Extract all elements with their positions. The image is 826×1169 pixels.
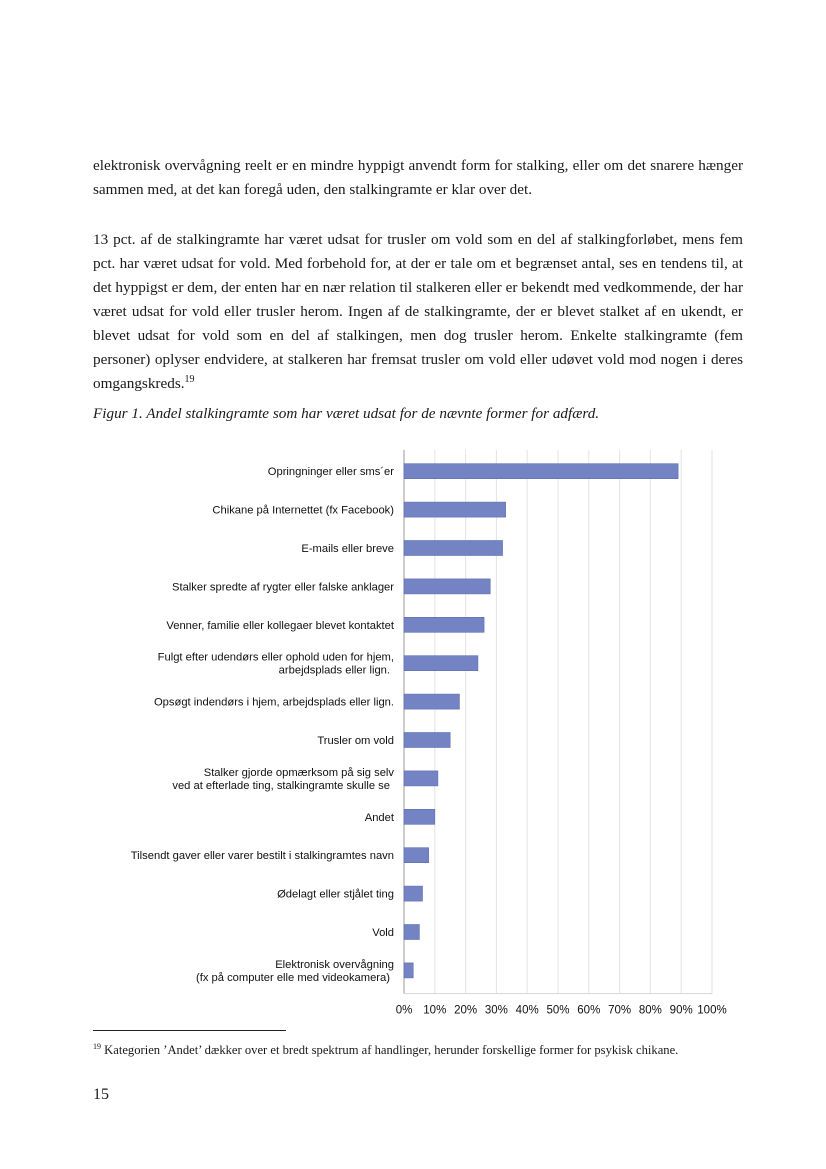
grid-layer [404,450,712,994]
category-labels [131,466,395,984]
category-label: Fulgt efter udendørs eller ophold uden for hjem, [157,651,394,664]
paragraph-2-text: 13 pct. af de stalkingramte har været udsat for trusler om vold som en del af stalkingforløbet, mens fem pct. har været udsat for vold. Med forbehold for, at der er tale om et begrænset antal, ses en tendens til, at det hyppigst er dem, der enten har en nær relation til stalkeren eller er bekendt med vedkommende, der har været udsat for vold eller trusler herom. Ingen af de stalkingramte, der er blevet stalket af en ukendt, er blevet udsat for vold som en del af stalkingen, men dog trusler herom. Enkelte stalkingramte (fem personer) oplyser endvidere, at stalkeren har fremsat trusler om vold eller udøvet vold mod nogen i deres omgangskreds. [93,231,743,392]
footnote-number: 19 [93,1042,101,1051]
x-tick-label: 90% [669,1004,693,1017]
x-tick-label: 0% [395,1004,413,1017]
category-label: (fx på computer elle med videokamera) [195,971,390,984]
bar [404,733,450,748]
bar [404,886,422,901]
bar [404,848,429,863]
bar [404,925,419,940]
category-label: Trusler om vold [317,735,394,747]
paragraph-1: elektronisk overvågning reelt er en mindre hyppigt anvendt form for stalking, eller om det snarere hænger sammen med, at det kan foregå uden, den stalkingramte er klar over det. [93,157,743,198]
category-label: Venner, familie eller kollegaer blevet kontaktet [166,619,394,632]
bar [404,464,678,479]
category-label: Opringninger eller sms´er [267,466,394,479]
bar [404,771,438,786]
category-label: Stalker gjorde opmærksom på sig selv [203,766,394,779]
category-label: Tilsendt gaver eller varer bestilt i stalkingramtes navn [130,850,394,863]
category-label: Andet [364,811,394,824]
x-tick-label: 10% [423,1004,447,1017]
x-tick-label: 50% [546,1004,570,1017]
bar [404,541,503,556]
category-label: Opsøgt indendørs i hjem, arbejdsplads eller lign. [153,696,394,709]
footnote-reference: 19 [184,373,195,385]
x-tick-label: 70% [608,1004,632,1017]
bar [404,694,459,709]
figure-caption: Figur 1. Andel stalkingramte som har været udsat for de nævnte former for adfærd. [93,405,600,422]
category-label: Ødelagt eller stjålet ting [277,888,394,901]
footnote-text: Kategorien ’Andet’ dækker over et bredt spektrum af handlinger, herunder forskellige former for psykisk chikane. [104,1043,679,1058]
x-tick-label: 30% [484,1004,508,1017]
bars-layer [404,464,678,978]
paragraph-2 [93,228,743,396]
footnote [93,1042,793,1058]
x-tick-label: 80% [638,1004,662,1017]
page-number: 15 [93,1086,109,1103]
bar [404,656,478,671]
category-label: Chikane på Internettet (fx Facebook) [212,504,394,517]
bar [404,502,506,517]
x-tick-label: 20% [454,1004,478,1017]
bar [404,809,435,824]
category-label: Elektronisk overvågning [275,958,394,971]
category-label: E-mails eller breve [301,543,394,555]
bar [404,579,490,594]
category-label: ved at efterlade ting, stalkingramte skulle se [172,779,390,792]
category-label: arbejdsplads eller lign. [278,664,390,677]
x-tick-labels [396,1005,727,1017]
bar-chart [0,440,826,1017]
x-tick-label: 40% [515,1004,539,1017]
x-tick-label: 60% [577,1004,601,1017]
footnote-rule [93,1030,286,1031]
bar [404,963,413,978]
bar [404,617,484,632]
category-label: Vold [372,927,394,939]
x-tick-label: 100% [697,1004,727,1017]
category-label: Stalker spredte af rygter eller falske anklager [172,581,394,594]
